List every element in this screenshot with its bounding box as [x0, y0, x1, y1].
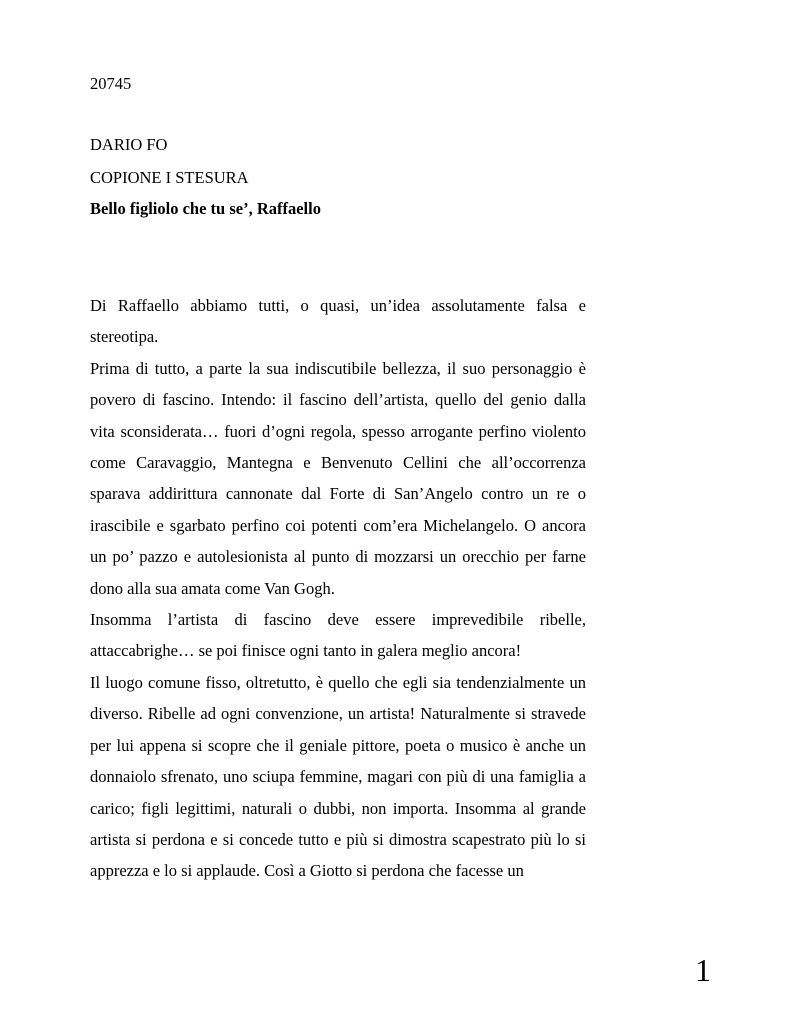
paragraph: Prima di tutto, a parte la sua indiscutibile bellezza, il suo personaggio è povero di fascino. Intendo: il fascino dell’artista, quello del genio dalla vita sconsiderata… fuori d’ogni regola, spesso arrogante perfino violento come Caravaggio, Mantegna e Benvenuto Cellini che all’occorrenza sparava addirittura cannonate dal Forte di San’Angelo contro un re o irascibile e sgarbato perfino coi potenti com’era Michelangelo. O ancora un po’ pazzo e autolesionista al punto di mozzarsi un orecchio per farne dono alla sua amata come Van Gogh.	[90, 358, 586, 598]
page-number: 1	[695, 952, 711, 988]
document-title: Bello figliolo che tu se’, Raffaello	[90, 199, 321, 218]
paragraph: Il luogo comune fisso, oltretutto, è quello che egli sia tendenzialmente un diverso. Ribelle ad ogni convenzione, un artista! Naturalmente si stravede per lui appena si scopre che il geniale pittore, poeta o musico è anche un donnaiolo sfrenato, uno sciupa femmine, magari con più di una famiglia a carico; figli legittimi, naturali o dubbi, non importa. Insomma al grande artista si perdona e si concede tutto e più si dimostra scapestrato più lo si apprezza e lo si applaude. Così a Giotto si perdona che facesse un	[90, 672, 586, 881]
draft-label: COPIONE I STESURA	[90, 168, 249, 187]
body-text	[90, 290, 586, 887]
paragraph: Di Raffaello abbiamo tutti, o quasi, un’idea assolutamente falsa e stereotipa.	[90, 296, 586, 347]
author-name: DARIO FO	[90, 135, 168, 154]
paragraph: Insomma l’artista di fascino deve essere imprevedibile ribelle, attaccabrighe… se poi finisce ogni tanto in galera meglio ancora!	[90, 610, 586, 661]
document-id: 20745	[90, 74, 132, 93]
